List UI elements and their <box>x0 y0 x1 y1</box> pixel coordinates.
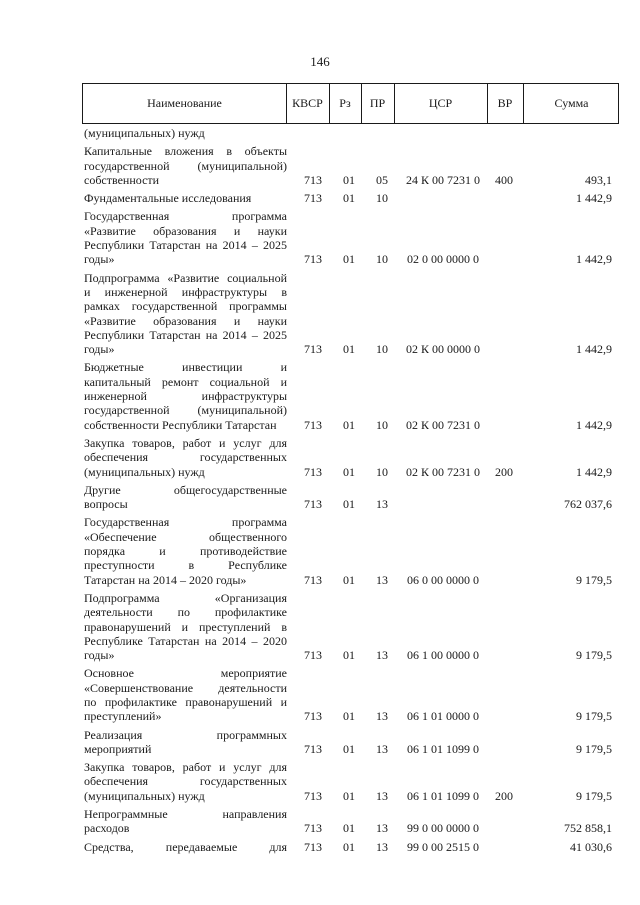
row-name <box>84 591 287 662</box>
row-name-line: Государственная программа <box>84 209 287 224</box>
table-row <box>84 840 624 854</box>
table-row <box>84 728 624 757</box>
row-name-line: «Обеспечение общественного <box>84 529 287 544</box>
header-csr: ЦСР <box>428 96 453 110</box>
row-name-line: Татарстан на 2014 – 2020 годы» <box>84 572 247 587</box>
cell-kvsr: 713 <box>304 172 322 187</box>
row-name-line: Подпрограмма «Организация <box>84 590 287 605</box>
cell-sum: 1 442,9 <box>576 252 612 267</box>
table-row <box>84 436 624 479</box>
row-name-line: обеспечения государственных <box>84 774 287 789</box>
row-name <box>84 209 287 266</box>
row-name-line: «Развитие образования и науки <box>84 223 287 238</box>
row-name <box>84 666 287 723</box>
row-name-line: мероприятий <box>84 741 152 756</box>
header-kvsr: КВСР <box>292 96 323 110</box>
cell-rz: 01 <box>343 839 355 854</box>
header-vr: ВР <box>497 96 513 110</box>
row-name <box>84 191 287 205</box>
page-number: 146 <box>310 54 330 69</box>
cell-kvsr: 713 <box>304 342 322 357</box>
header-rz: Рз <box>339 96 351 110</box>
cell-sum: 1 442,9 <box>576 342 612 357</box>
cell-pr: 10 <box>376 191 388 206</box>
row-name <box>84 515 287 586</box>
cell-rz: 01 <box>343 252 355 267</box>
cell-sum: 9 179,5 <box>576 788 612 803</box>
row-name-line: Непрограммные направления <box>84 807 287 822</box>
cell-pr: 10 <box>376 342 388 357</box>
cell-pr: 10 <box>376 464 388 479</box>
row-name-line: Другие общегосударственные <box>84 482 287 497</box>
row-name <box>84 840 287 854</box>
row-name-line: обеспечения государственных <box>84 450 287 465</box>
cell-csr: 02 К 00 0000 0 <box>405 342 480 357</box>
row-name <box>84 144 287 187</box>
row-name-line: Закупка товаров, работ и услуг для <box>84 435 287 450</box>
row-name-line: годы» <box>84 648 115 663</box>
table-row <box>84 591 624 662</box>
cell-vr: 200 <box>495 788 513 803</box>
row-name <box>84 728 287 757</box>
cell-sum: 9 179,5 <box>576 741 612 756</box>
row-name-line: Бюджетные инвестиции и <box>84 360 287 375</box>
cell-csr: 06 1 00 0000 0 <box>407 648 479 663</box>
cell-rz: 01 <box>343 497 355 512</box>
row-name-line: Республики Татарстан на 2014 – 2025 <box>84 327 287 342</box>
cell-rz: 01 <box>343 741 355 756</box>
row-name <box>84 271 287 357</box>
row-name-line: Республики Татарстан на 2014 – 2025 <box>84 238 287 253</box>
cell-sum: 752 858,1 <box>564 821 612 836</box>
cell-kvsr: 713 <box>304 709 322 724</box>
cell-csr: 99 0 00 2515 0 <box>407 839 479 854</box>
cell-pr: 13 <box>376 821 388 836</box>
cell-pr: 10 <box>376 417 388 432</box>
cell-csr: 02 К 00 7231 0 <box>405 464 480 479</box>
cell-rz: 01 <box>343 648 355 663</box>
cell-pr: 13 <box>376 709 388 724</box>
cell-kvsr: 713 <box>304 821 322 836</box>
row-name-line: преступности в Республике <box>84 558 287 573</box>
row-name-line: Капитальные вложения в объекты <box>84 144 287 159</box>
header-name: Наименование <box>147 96 222 110</box>
cell-kvsr: 713 <box>304 648 322 663</box>
cell-rz: 01 <box>343 191 355 206</box>
row-name-line: «Совершенствование деятельности <box>84 680 287 695</box>
cell-sum: 41 030,6 <box>570 839 612 854</box>
cell-csr: 06 1 01 1099 0 <box>407 741 479 756</box>
cell-pr: 13 <box>376 648 388 663</box>
row-name-line: инженерной инфраструктуры <box>84 389 287 404</box>
cell-rz: 01 <box>343 709 355 724</box>
row-name-line: собственности <box>84 172 160 187</box>
row-name-line: «Развитие образования и науки <box>84 313 287 328</box>
cell-rz: 01 <box>343 572 355 587</box>
cell-rz: 01 <box>343 821 355 836</box>
cell-pr: 13 <box>376 497 388 512</box>
table-header <box>82 83 619 124</box>
cell-kvsr: 713 <box>304 741 322 756</box>
row-name-line: (муниципальных) нужд <box>84 788 205 803</box>
table-row <box>84 191 624 205</box>
cell-kvsr: 713 <box>304 252 322 267</box>
cell-vr: 200 <box>495 464 513 479</box>
row-name-line: собственности Республики Татарстан <box>84 417 277 432</box>
row-name-line: по профилактике правонарушений и <box>84 694 287 709</box>
row-name-line: Реализация программных <box>84 727 287 742</box>
row-name-line: Республике Татарстан на 2014 – 2020 <box>84 633 287 648</box>
row-name-line: Закупка товаров, работ и услуг для <box>84 760 287 775</box>
table-row <box>84 515 624 586</box>
row-name-line: государственной (муниципальной) <box>84 158 287 173</box>
cell-pr: 13 <box>376 839 388 854</box>
row-name-line: вопросы <box>84 497 128 512</box>
table-row <box>84 360 624 431</box>
row-name <box>84 760 287 803</box>
cell-pr: 13 <box>376 788 388 803</box>
row-name-line: Подпрограмма «Развитие социальной <box>84 270 287 285</box>
table-row <box>84 271 624 357</box>
cell-pr: 13 <box>376 741 388 756</box>
cell-rz: 01 <box>343 464 355 479</box>
row-name-line: правонарушений и преступлений в <box>84 619 287 634</box>
cell-sum: 762 037,6 <box>564 497 612 512</box>
cell-csr: 24 К 00 7231 0 <box>405 172 480 187</box>
row-name-line: Фундаментальные исследования <box>84 191 252 206</box>
table-row <box>84 209 624 266</box>
row-name-line: деятельности по профилактике <box>84 605 287 620</box>
cell-rz: 01 <box>343 417 355 432</box>
cell-csr: 99 0 00 0000 0 <box>407 821 479 836</box>
row-name-line: порядка и противодействие <box>84 544 287 559</box>
row-name-line: и инженерной инфраструктуры в <box>84 284 287 299</box>
cell-sum: 9 179,5 <box>576 648 612 663</box>
cell-pr: 05 <box>376 172 388 187</box>
cell-sum: 493,1 <box>585 172 612 187</box>
row-name-line: государственной (муниципальной) <box>84 403 287 418</box>
row-name-line: Государственная программа <box>84 515 287 530</box>
row-name <box>84 807 287 836</box>
cell-rz: 01 <box>343 172 355 187</box>
row-name-line: расходов <box>84 821 130 836</box>
cell-vr: 400 <box>495 172 513 187</box>
cell-sum: 1 442,9 <box>576 417 612 432</box>
row-name-line: Основное мероприятие <box>84 666 287 681</box>
cell-rz: 01 <box>343 788 355 803</box>
cell-rz: 01 <box>343 342 355 357</box>
cell-csr: 02 К 00 7231 0 <box>405 417 480 432</box>
table-row <box>84 807 624 836</box>
cell-csr: 06 0 00 0000 0 <box>407 572 479 587</box>
row-name-line: капитальный ремонт социальной и <box>84 374 287 389</box>
cell-kvsr: 713 <box>304 497 322 512</box>
table-row <box>84 483 624 512</box>
row-name <box>84 360 287 431</box>
table-row <box>84 666 624 723</box>
row-name <box>84 126 287 140</box>
row-name-line: годы» <box>84 342 115 357</box>
row-name-line: преступлений» <box>84 709 162 724</box>
row-name-line: Средства, передаваемые для <box>84 839 287 854</box>
cell-kvsr: 713 <box>304 464 322 479</box>
table-row <box>84 144 624 187</box>
cell-sum: 9 179,5 <box>576 572 612 587</box>
header-sum: Сумма <box>554 96 589 110</box>
cell-csr: 06 1 01 0000 0 <box>407 709 479 724</box>
table-row <box>84 760 624 803</box>
cell-kvsr: 713 <box>304 572 322 587</box>
cell-csr: 06 1 01 1099 0 <box>407 788 479 803</box>
cell-pr: 13 <box>376 572 388 587</box>
cell-sum: 1 442,9 <box>576 464 612 479</box>
row-name-line: годы» <box>84 252 115 267</box>
cell-kvsr: 713 <box>304 191 322 206</box>
cell-kvsr: 713 <box>304 417 322 432</box>
cell-kvsr: 713 <box>304 839 322 854</box>
row-name <box>84 483 287 512</box>
table-body <box>84 126 624 858</box>
table-row <box>84 126 624 140</box>
cell-sum: 1 442,9 <box>576 191 612 206</box>
header-pr: ПР <box>369 96 386 110</box>
cell-pr: 10 <box>376 252 388 267</box>
row-name <box>84 436 287 479</box>
row-name-line: (муниципальных) нужд <box>84 464 205 479</box>
cell-csr: 02 0 00 0000 0 <box>407 252 479 267</box>
row-name-line: (муниципальных) нужд <box>84 126 205 140</box>
cell-sum: 9 179,5 <box>576 709 612 724</box>
cell-kvsr: 713 <box>304 788 322 803</box>
row-name-line: рамках государственной программы <box>84 299 287 314</box>
